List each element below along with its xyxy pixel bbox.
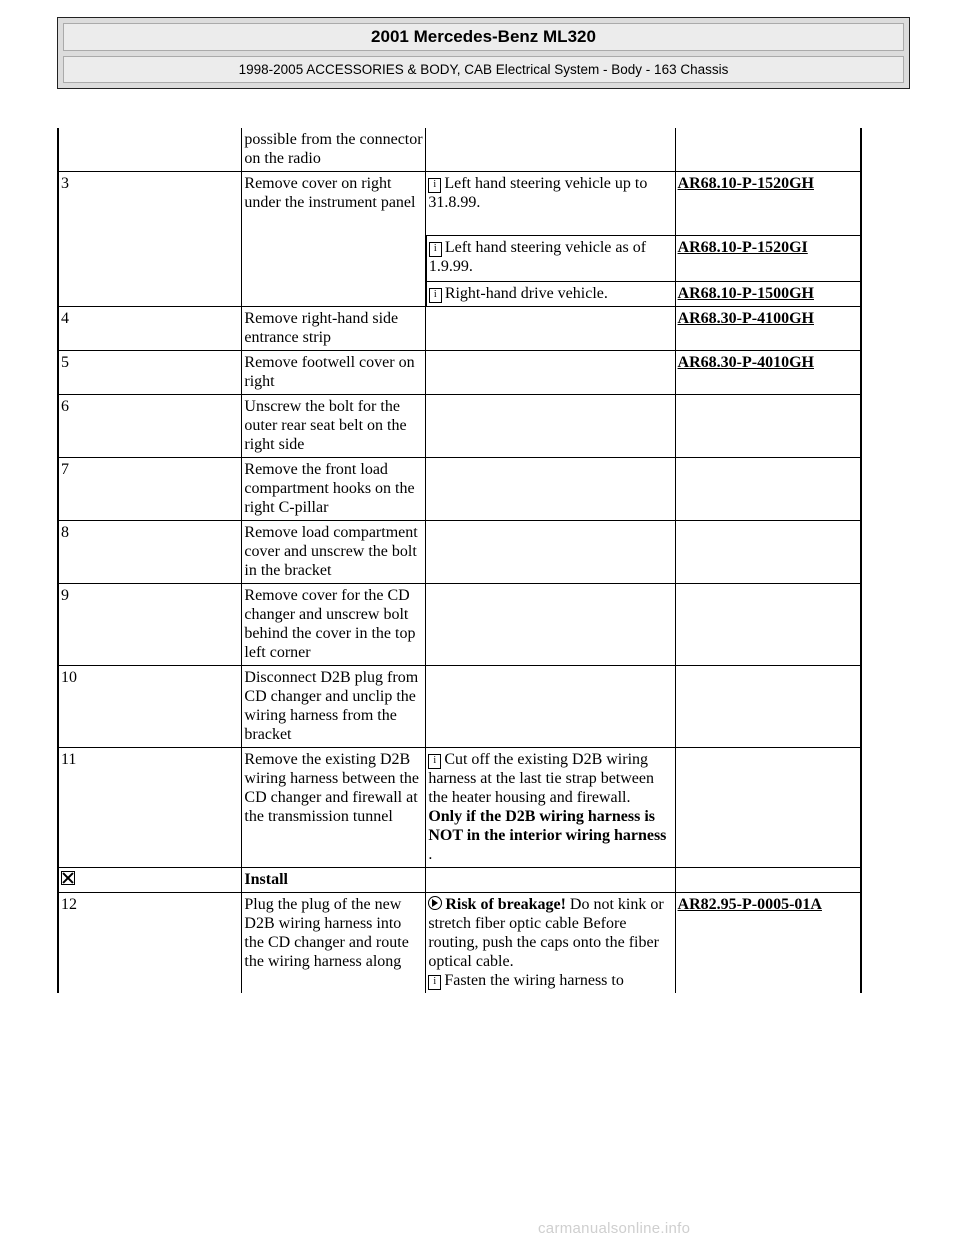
table-row <box>58 351 861 395</box>
step-text-cell <box>242 666 426 748</box>
note-text: Cut off the existing D2B wiring harness at the last tie strap between the heater housing and firewall. <box>428 751 655 806</box>
header-subtitle-bar <box>63 56 904 83</box>
note-cell <box>426 868 675 893</box>
reference-link[interactable]: AR68.10-P-1500GH <box>677 285 814 302</box>
note-cell <box>426 172 675 236</box>
note-cell <box>426 584 675 666</box>
note-cell <box>426 128 675 172</box>
watermark: carmanualsonline.info <box>538 1220 691 1237</box>
step-text: Remove right-hand side entrance strip <box>244 310 399 346</box>
note-cell <box>426 395 675 458</box>
table-row <box>58 307 861 351</box>
note-cell <box>426 748 675 868</box>
reference-cell <box>675 172 861 236</box>
reference-cell <box>675 458 861 521</box>
step-number-cell: 10 <box>58 666 242 748</box>
warning-text: Do not kink or stretch fiber optic cable Before routing, push the caps onto the fiber optical cable. <box>428 896 664 970</box>
note-text: Left hand steering vehicle as of 1.9.99. <box>428 239 647 275</box>
section-icon-cell <box>58 868 242 893</box>
install-icon <box>61 871 75 885</box>
table-row <box>58 748 861 868</box>
note-cell <box>426 236 675 282</box>
table-row <box>58 395 861 458</box>
reference-link[interactable]: AR68.10-P-1520GI <box>677 239 808 256</box>
reference-cell <box>675 868 861 893</box>
note-cell <box>426 893 675 994</box>
reference-link[interactable]: AR68.30-P-4100GH <box>677 310 814 327</box>
table-row <box>58 893 861 994</box>
note-emphasis: Only if the D2B wiring harness is NOT in the interior wiring harness <box>428 808 667 844</box>
info-icon: i <box>428 178 441 193</box>
page-header <box>57 17 910 89</box>
note-text: Left hand steering vehicle up to 31.8.99. <box>428 175 648 211</box>
step-text: Remove cover on right under the instrument panel <box>244 175 416 211</box>
reference-link[interactable]: AR82.95-P-0005-01A <box>677 896 822 913</box>
step-text-cell <box>242 351 426 395</box>
header-title-bar <box>63 23 904 51</box>
reference-cell <box>675 666 861 748</box>
step-text-cell <box>242 748 426 868</box>
step-number-cell: 5 <box>58 351 242 395</box>
table-row <box>58 172 861 236</box>
step-number-cell: 3 <box>58 172 242 307</box>
step-text: Disconnect D2B plug from CD changer and unclip the wiring harness from the bracket <box>244 669 419 743</box>
step-text-cell <box>242 584 426 666</box>
step-number-cell: 11 <box>58 748 242 868</box>
note-cell <box>426 666 675 748</box>
info-icon: i <box>429 242 442 257</box>
reference-cell <box>675 748 861 868</box>
step-text: Remove footwell cover on right <box>244 354 415 390</box>
note-cell <box>426 282 675 307</box>
step-number-cell <box>58 128 242 172</box>
step-text: Plug the plug of the new D2B wiring harness into the CD changer and route the wiring harness along <box>244 896 409 970</box>
step-number-cell: 4 <box>58 307 242 351</box>
step-text: Unscrew the bolt for the outer rear seat belt on the right side <box>244 398 407 453</box>
table-row <box>58 666 861 748</box>
reference-cell <box>675 893 861 994</box>
step-text-cell <box>242 172 426 307</box>
reference-cell <box>675 351 861 395</box>
step-text-cell <box>242 521 426 584</box>
step-text: Remove cover for the CD changer and unscrew bolt behind the cover in the top left corner <box>244 587 416 661</box>
table-row <box>58 868 861 893</box>
step-text-cell <box>242 893 426 994</box>
header-title: 2001 Mercedes-Benz ML320 <box>371 27 596 46</box>
table-row <box>58 584 861 666</box>
reference-cell <box>675 584 861 666</box>
warning-icon <box>428 896 442 910</box>
step-text-cell <box>242 128 426 172</box>
step-number-cell: 12 <box>58 893 242 994</box>
info-icon: i <box>429 288 442 303</box>
table-row <box>58 458 861 521</box>
step-text: Remove load compartment cover and unscrew the bolt in the bracket <box>244 524 418 579</box>
reference-cell <box>675 521 861 584</box>
header-subtitle: 1998-2005 ACCESSORIES & BODY, CAB Electrical System - Body - 163 Chassis <box>238 62 729 77</box>
reference-cell <box>675 236 861 282</box>
reference-cell <box>675 307 861 351</box>
info-icon: i <box>428 975 441 990</box>
procedure-table <box>57 128 862 993</box>
step-number-cell: 8 <box>58 521 242 584</box>
table-row <box>58 521 861 584</box>
step-text: Remove the front load compartment hooks on the right C-pillar <box>244 461 415 516</box>
step-text-cell <box>242 395 426 458</box>
table-row <box>58 128 861 172</box>
note-text: Right-hand drive vehicle. <box>444 285 608 302</box>
reference-cell <box>675 128 861 172</box>
section-label-cell <box>242 868 426 893</box>
step-text: possible from the connector on the radio <box>244 131 423 167</box>
warning-title: Risk of breakage! <box>445 896 566 913</box>
reference-cell <box>675 282 861 307</box>
note-cell <box>426 521 675 584</box>
step-text-cell <box>242 458 426 521</box>
note-cell <box>426 307 675 351</box>
step-number-cell: 7 <box>58 458 242 521</box>
note-text: Fasten the wiring harness to <box>444 972 624 989</box>
reference-link[interactable]: AR68.30-P-4010GH <box>677 354 814 371</box>
step-number-cell: 6 <box>58 395 242 458</box>
note-cell <box>426 351 675 395</box>
reference-link[interactable]: AR68.10-P-1520GH <box>677 175 814 192</box>
step-number-cell: 9 <box>58 584 242 666</box>
note-cell <box>426 458 675 521</box>
info-icon: i <box>428 754 441 769</box>
reference-cell <box>675 395 861 458</box>
step-text-cell <box>242 307 426 351</box>
step-text: Remove the existing D2B wiring harness between the CD changer and firewall at the transmission tunnel <box>244 751 420 825</box>
note-end: . <box>428 846 433 863</box>
section-label: Install <box>244 871 288 888</box>
